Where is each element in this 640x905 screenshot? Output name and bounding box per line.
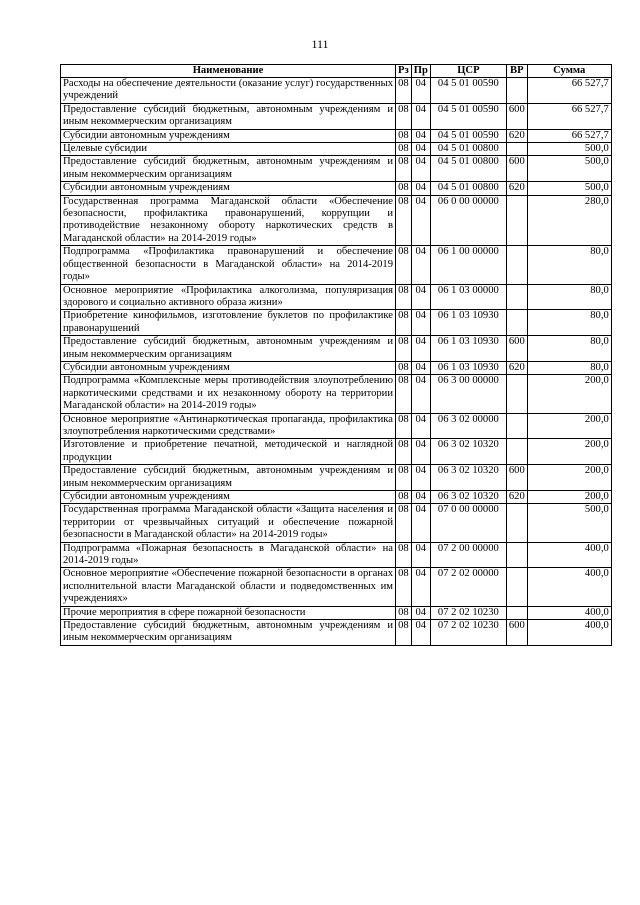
row-csr: 07 2 02 10230 (430, 606, 506, 619)
row-name: Прочие мероприятия в сфере пожарной безопасности (61, 606, 396, 619)
row-vr (506, 504, 527, 542)
table-row (61, 413, 612, 439)
row-name: Предоставление субсидий бюджетным, автономным учреждениям и иным некоммерческим организациям (61, 620, 396, 646)
row-csr: 04 5 01 00590 (430, 78, 506, 104)
row-pr: 04 (411, 284, 430, 310)
table-row (61, 195, 612, 246)
table-row (61, 620, 612, 646)
row-csr: 06 3 02 10320 (430, 491, 506, 504)
row-csr: 07 2 02 10230 (430, 620, 506, 646)
row-pr: 04 (411, 156, 430, 182)
row-rz: 08 (396, 413, 412, 439)
row-sum: 66 527,7 (527, 129, 611, 142)
row-pr: 04 (411, 336, 430, 362)
row-csr: 06 0 00 00000 (430, 195, 506, 246)
row-csr: 04 5 01 00590 (430, 103, 506, 129)
row-sum: 200,0 (527, 465, 611, 491)
table-row (61, 336, 612, 362)
row-rz: 08 (396, 504, 412, 542)
row-name: Целевые субсидии (61, 143, 396, 156)
table-row (61, 78, 612, 104)
row-sum: 500,0 (527, 156, 611, 182)
row-rz: 08 (396, 336, 412, 362)
row-pr: 04 (411, 465, 430, 491)
row-rz: 08 (396, 491, 412, 504)
table-row (61, 246, 612, 284)
row-name: Субсидии автономным учреждениям (61, 182, 396, 195)
row-sum: 500,0 (527, 182, 611, 195)
row-pr: 04 (411, 375, 430, 413)
table-row (61, 361, 612, 374)
row-rz: 08 (396, 246, 412, 284)
row-sum: 500,0 (527, 143, 611, 156)
row-vr (506, 78, 527, 104)
row-rz: 08 (396, 129, 412, 142)
row-rz: 08 (396, 606, 412, 619)
row-pr: 04 (411, 491, 430, 504)
row-sum: 500,0 (527, 504, 611, 542)
header-rz: Рз (396, 65, 412, 78)
row-sum: 80,0 (527, 361, 611, 374)
row-pr: 04 (411, 103, 430, 129)
page-number: 111 (311, 37, 329, 51)
row-pr: 04 (411, 504, 430, 542)
row-pr: 04 (411, 606, 430, 619)
row-sum: 400,0 (527, 568, 611, 606)
row-name: Подпрограмма «Комплексные меры противодействия злоупотреблению наркотическими средствами и их незаконному обороту на территории Магаданской области» на 2014-2019 годы» (61, 375, 396, 413)
row-vr: 600 (506, 465, 527, 491)
row-name: Предоставление субсидий бюджетным, автономным учреждениям и иным некоммерческим организациям (61, 336, 396, 362)
row-vr (506, 413, 527, 439)
row-name: Субсидии автономным учреждениям (61, 129, 396, 142)
row-rz: 08 (396, 465, 412, 491)
row-csr: 06 3 00 00000 (430, 375, 506, 413)
row-rz: 08 (396, 284, 412, 310)
row-pr: 04 (411, 439, 430, 465)
row-name: Государственная программа Магаданской области «Обеспечение безопасности, профилактика правонарушений, коррупции и противодействие незаконному обороту наркотических средств в Магаданской области» на 2014-2019 годы» (61, 195, 396, 246)
row-vr: 620 (506, 491, 527, 504)
row-rz: 08 (396, 195, 412, 246)
header-pr: Пр (411, 65, 430, 78)
row-name: Предоставление субсидий бюджетным, автономным учреждениям и иным некоммерческим организациям (61, 156, 396, 182)
table-row (61, 310, 612, 336)
row-csr: 06 1 03 10930 (430, 361, 506, 374)
row-name: Подпрограмма «Пожарная безопасность в Магаданской области» на 2014-2019 годы» (61, 542, 396, 568)
table-row (61, 491, 612, 504)
row-sum: 400,0 (527, 620, 611, 646)
row-sum: 80,0 (527, 284, 611, 310)
table-row (61, 375, 612, 413)
row-rz: 08 (396, 143, 412, 156)
table-row (61, 542, 612, 568)
row-pr: 04 (411, 620, 430, 646)
table-row (61, 284, 612, 310)
row-vr (506, 375, 527, 413)
row-name: Предоставление субсидий бюджетным, автономным учреждениям и иным некоммерческим организациям (61, 465, 396, 491)
row-rz: 08 (396, 375, 412, 413)
row-sum: 400,0 (527, 606, 611, 619)
row-name: Подпрограмма «Профилактика правонарушений и обеспечение общественной безопасности в Магаданской области» на 2014-2019 годы» (61, 246, 396, 284)
row-name: Расходы на обеспечение деятельности (оказание услуг) государственных учреждений (61, 78, 396, 104)
row-csr: 07 0 00 00000 (430, 504, 506, 542)
row-pr: 04 (411, 310, 430, 336)
row-rz: 08 (396, 156, 412, 182)
row-sum: 66 527,7 (527, 103, 611, 129)
row-vr (506, 439, 527, 465)
row-vr (506, 195, 527, 246)
row-vr: 620 (506, 129, 527, 142)
table-row (61, 606, 612, 619)
row-name: Приобретение кинофильмов, изготовление буклетов по профилактике правонарушений (61, 310, 396, 336)
row-csr: 04 5 01 00590 (430, 129, 506, 142)
table-header-row (61, 65, 612, 78)
row-pr: 04 (411, 542, 430, 568)
row-rz: 08 (396, 542, 412, 568)
row-pr: 04 (411, 182, 430, 195)
row-rz: 08 (396, 439, 412, 465)
row-vr: 600 (506, 103, 527, 129)
row-csr: 04 5 01 00800 (430, 156, 506, 182)
row-pr: 04 (411, 246, 430, 284)
header-csr: ЦСР (430, 65, 506, 78)
row-vr: 600 (506, 620, 527, 646)
row-rz: 08 (396, 182, 412, 195)
header-vr: ВР (506, 65, 527, 78)
row-vr: 600 (506, 156, 527, 182)
row-pr: 04 (411, 78, 430, 104)
row-name: Субсидии автономным учреждениям (61, 491, 396, 504)
row-vr: 600 (506, 336, 527, 362)
row-vr (506, 284, 527, 310)
row-sum: 400,0 (527, 542, 611, 568)
row-vr (506, 606, 527, 619)
row-csr: 06 3 02 00000 (430, 413, 506, 439)
row-vr: 620 (506, 182, 527, 195)
header-sum: Сумма (527, 65, 611, 78)
row-csr: 04 5 01 00800 (430, 143, 506, 156)
row-sum: 80,0 (527, 310, 611, 336)
table-row (61, 465, 612, 491)
row-pr: 04 (411, 195, 430, 246)
row-csr: 07 2 02 00000 (430, 568, 506, 606)
row-csr: 07 2 00 00000 (430, 542, 506, 568)
row-name: Предоставление субсидий бюджетным, автономным учреждениям и иным некоммерческим организациям (61, 103, 396, 129)
row-rz: 08 (396, 620, 412, 646)
row-pr: 04 (411, 568, 430, 606)
row-sum: 280,0 (527, 195, 611, 246)
row-name: Государственная программа Магаданской области «Защита населения и территории от чрезвычайных ситуаций и обеспечение пожарной безопасности в Магаданской области» на 2014-2019 годы» (61, 504, 396, 542)
row-sum: 80,0 (527, 336, 611, 362)
row-pr: 04 (411, 129, 430, 142)
row-rz: 08 (396, 103, 412, 129)
row-sum: 200,0 (527, 413, 611, 439)
row-csr: 06 1 03 10930 (430, 336, 506, 362)
row-rz: 08 (396, 568, 412, 606)
row-pr: 04 (411, 413, 430, 439)
row-rz: 08 (396, 310, 412, 336)
row-pr: 04 (411, 361, 430, 374)
row-csr: 06 3 02 10320 (430, 465, 506, 491)
row-name: Основное мероприятие «Профилактика алкоголизма, популяризация здорового и социально активного образа жизни» (61, 284, 396, 310)
row-csr: 06 1 03 00000 (430, 284, 506, 310)
row-name: Основное мероприятие «Обеспечение пожарной безопасности в органах исполнительной власти Магаданской области и подведомственных им учреждениях» (61, 568, 396, 606)
row-name: Субсидии автономным учреждениям (61, 361, 396, 374)
row-sum: 200,0 (527, 439, 611, 465)
table-row (61, 182, 612, 195)
header-name: Наименование (61, 65, 396, 78)
row-csr: 06 3 02 10320 (430, 439, 506, 465)
row-rz: 08 (396, 361, 412, 374)
row-sum: 200,0 (527, 375, 611, 413)
row-sum: 66 527,7 (527, 78, 611, 104)
row-csr: 06 1 00 00000 (430, 246, 506, 284)
table-row (61, 129, 612, 142)
row-vr (506, 143, 527, 156)
row-vr: 620 (506, 361, 527, 374)
row-vr (506, 568, 527, 606)
row-vr (506, 246, 527, 284)
row-name: Изготовление и приобретение печатной, методической и наглядной продукции (61, 439, 396, 465)
row-name: Основное мероприятие «Антинаркотическая пропаганда, профилактика злоупотребления наркотическими средствами» (61, 413, 396, 439)
table-row (61, 568, 612, 606)
row-vr (506, 542, 527, 568)
table-row (61, 103, 612, 129)
row-sum: 80,0 (527, 246, 611, 284)
row-csr: 06 1 03 10930 (430, 310, 506, 336)
row-rz: 08 (396, 78, 412, 104)
table-row (61, 439, 612, 465)
row-csr: 04 5 01 00800 (430, 182, 506, 195)
budget-table (60, 64, 612, 646)
table-row (61, 156, 612, 182)
table-row (61, 504, 612, 542)
row-vr (506, 310, 527, 336)
table-row (61, 143, 612, 156)
row-pr: 04 (411, 143, 430, 156)
row-sum: 200,0 (527, 491, 611, 504)
